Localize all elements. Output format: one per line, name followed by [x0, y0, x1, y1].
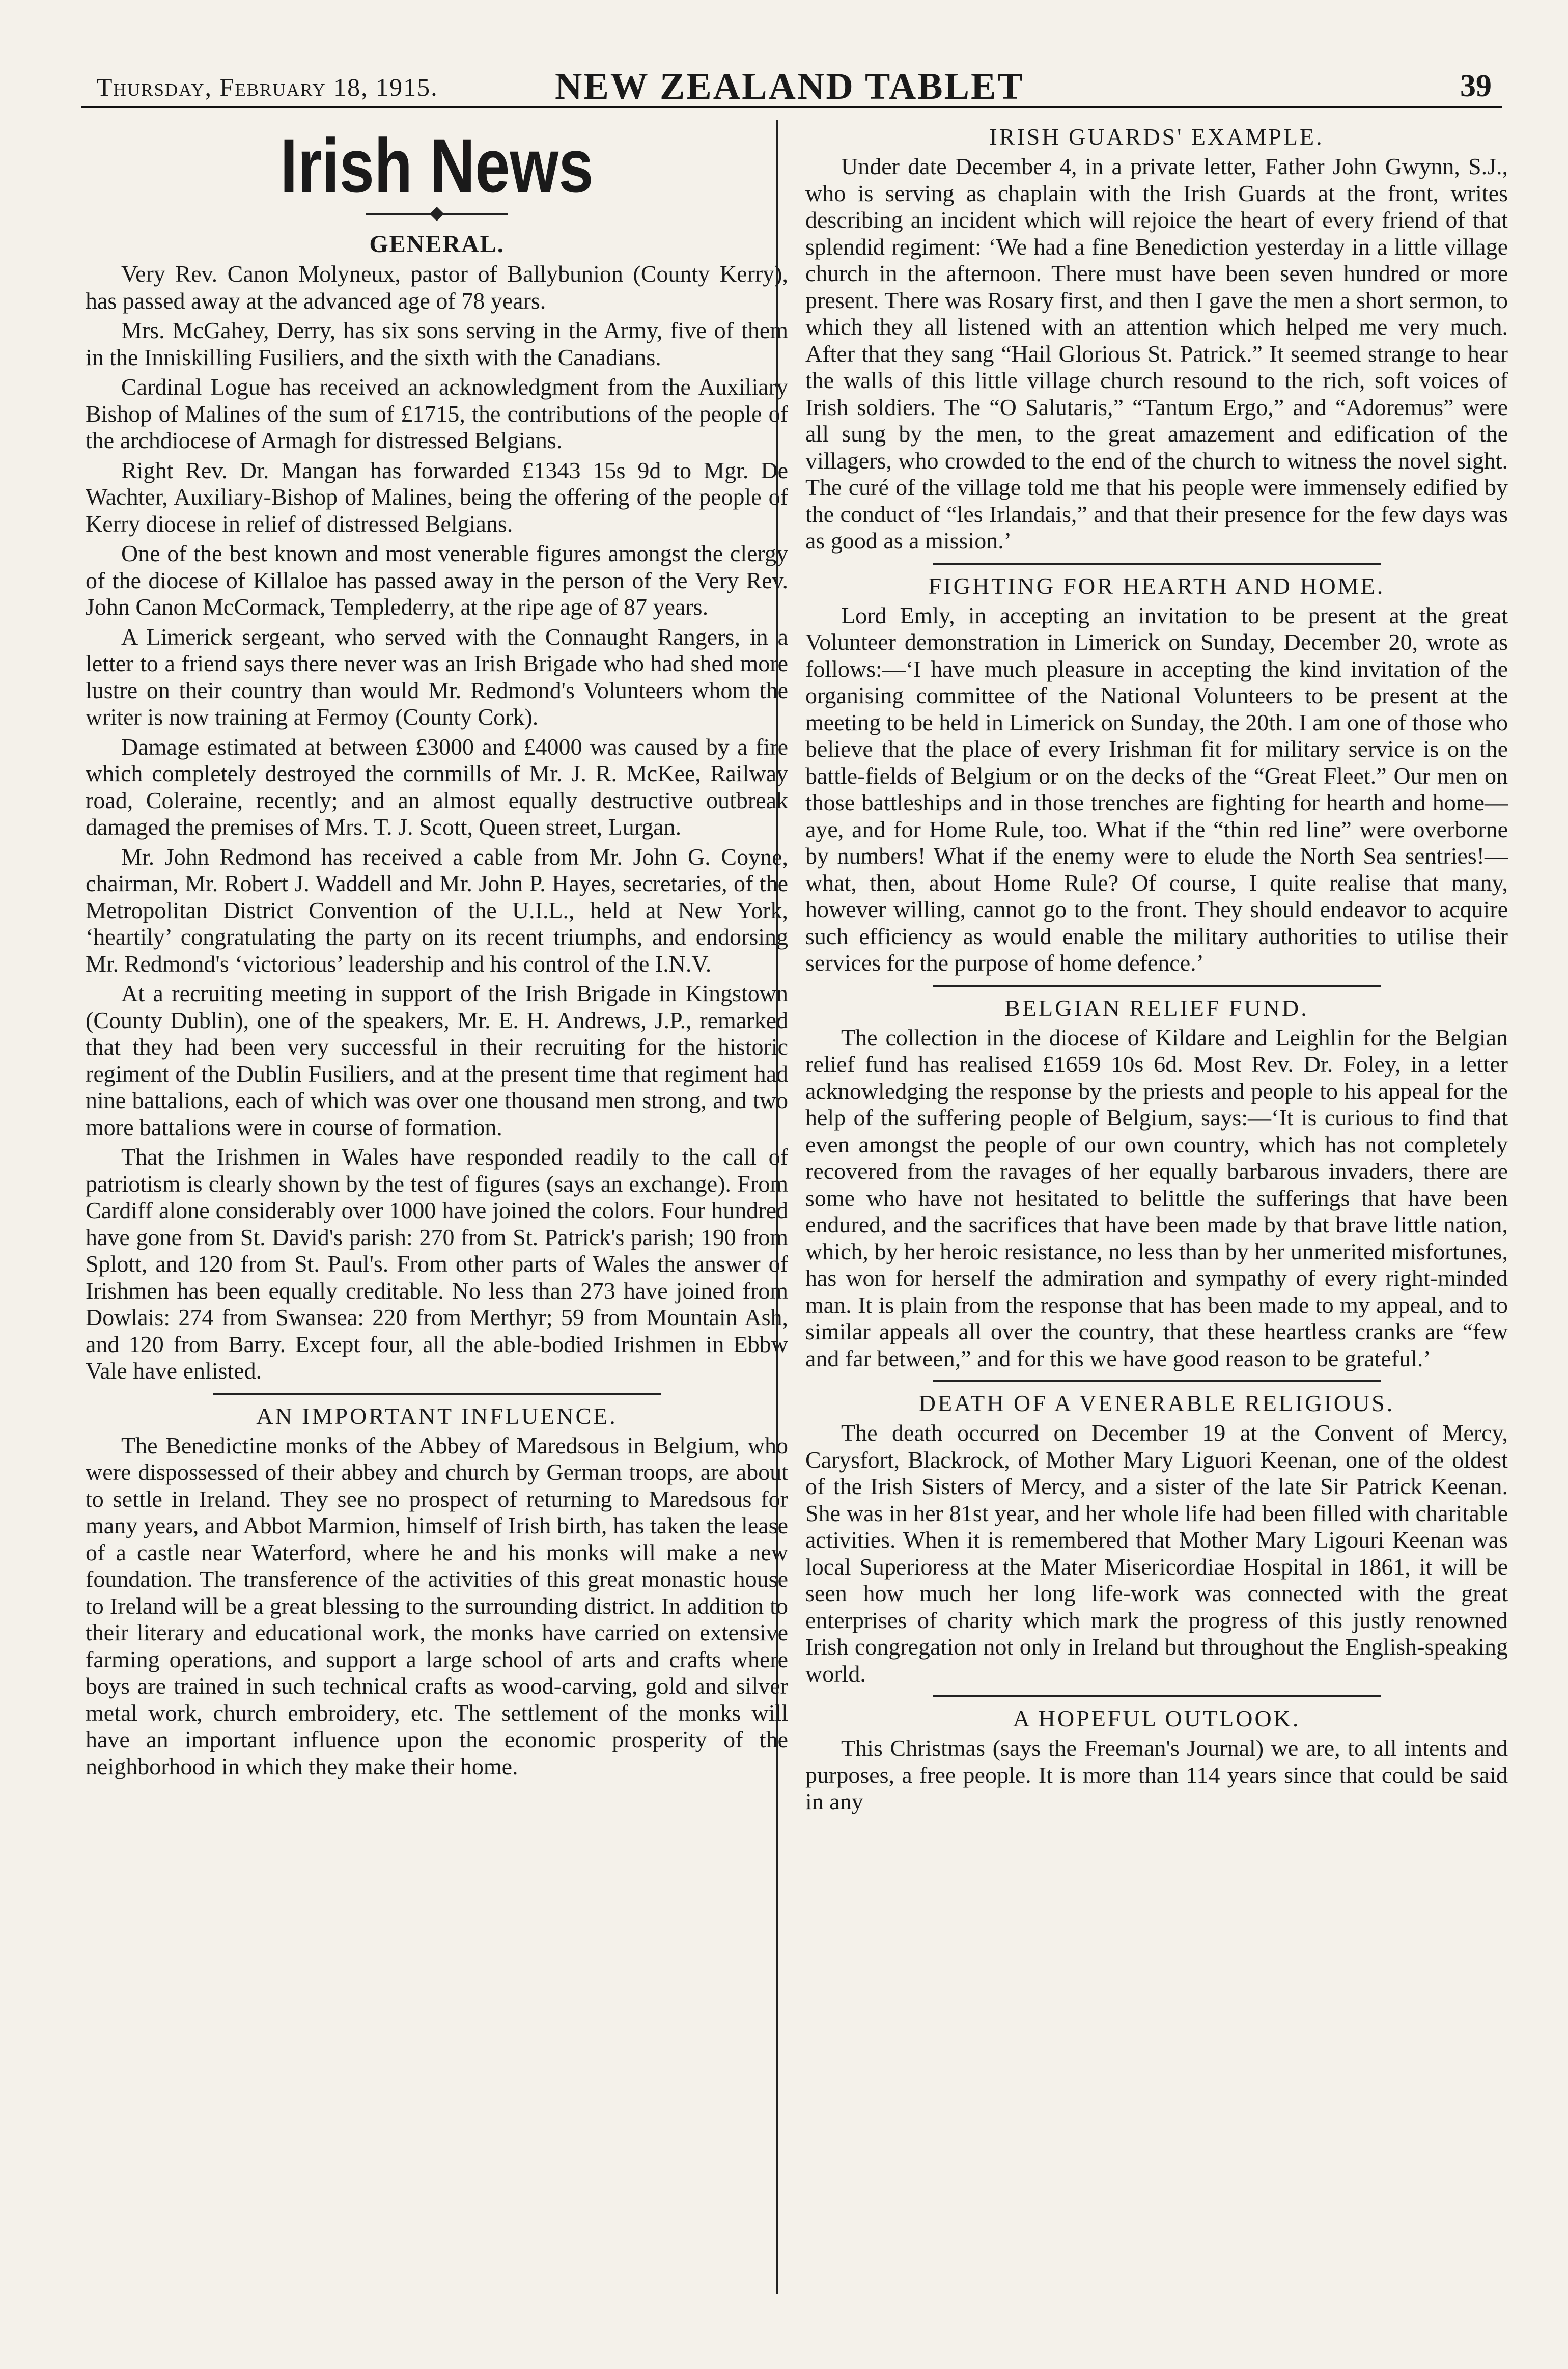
section-rule: [933, 985, 1381, 987]
guards-heading: IRISH GUARDS' EXAMPLE.: [989, 124, 1324, 150]
section-rule: [933, 1695, 1381, 1697]
article-paragraph: The Benedictine monks of the Abbey of Maredsous in Belgium, who were dispossessed of their abbey and church by German troops, are about to settle in Ireland. They see no prospect of returning to Maredsous for many years, and Abbot Marmion, himself of Irish birth, has taken the lease of a castle near Waterford, where he and his monks will make a new foundation. The transference of the activities of this great monastic house to Ireland will be a great blessing to the surrounding district. In addition to their literary and educational work, the monks have carried on extensive farming operations, and support a large school of arts and crafts where boys are trained in such technical crafts as wood-carving, gold and silver metal work, church embroidery, etc. The settlement of the monks will have an important influence upon the economic prosperity of the neighborhood in which they make their home.: [86, 1432, 788, 1779]
section-rule: [213, 1393, 661, 1395]
article-paragraph: This Christmas (says the Freeman's Journal) we are, to all intents and purposes, a free people. It is more than 114 years since that could be said in any: [805, 1735, 1508, 1814]
article-paragraph: At a recruiting meeting in support of the Irish Brigade in Kingstown (County Dublin), one of the speakers, Mr. E. H. Andrews, J.P., remarked that they had been very successful in their recruiting for the historic regiment of the Dublin Fusiliers, and at the present time that regiment had nine battalions, each of which was over one thousand men strong, and two more battalions were in course of formation.: [86, 980, 788, 1140]
right-column: [805, 120, 1508, 1819]
article-paragraph: Right Rev. Dr. Mangan has forwarded £1343 15s 9d to Mgr. De Wachter, Auxiliary-Bishop of Malines, being the offering of the people of Kerry diocese in relief of distressed Belgians.: [86, 457, 788, 537]
article-paragraph: Cardinal Logue has received an acknowledgment from the Auxiliary Bishop of Malines of the sum of £1715, the contributions of the people of the archdiocese of Armagh for distressed Belgians.: [86, 374, 788, 453]
page-header: [81, 65, 1502, 108]
influence-heading: AN IMPORTANT INFLUENCE.: [256, 1402, 618, 1429]
section-rule: [933, 563, 1381, 565]
hearth-heading: FIGHTING FOR HEARTH AND HOME.: [928, 572, 1385, 599]
article-paragraph: Very Rev. Canon Molyneux, pastor of Ballybunion (County Kerry), has passed away at the advanced age of 78 years.: [86, 261, 788, 314]
article-paragraph: The collection in the diocese of Kildare and Leighlin for the Belgian relief fund has realised £1659 10s 6d. Most Rev. Dr. Foley, in a letter acknowledging the response by the priests and people to his appeal for the help of the suffering people of Belgium, says:—‘It is curious to find that even amongst the people of our own country, which has not completely recovered from the ravages of her equally barbarous invaders, there are some who have not hesitated to belittle the sufferings that have been endured, and the sacrifices that have been made by that brave little nation, which, by her heroic resistance, no less than by her unmerited misfortunes, has won for herself the admiration and sympathy of every right-minded man. It is plain from the response that has been made to my appeal, and to similar appeals all over the country, that these heartless cranks are “few and far between,” and for this we have good reason to be grateful.’: [805, 1024, 1508, 1371]
belgian-heading: BELGIAN RELIEF FUND.: [1004, 995, 1309, 1021]
article-paragraph: Damage estimated at between £3000 and £4000 was caused by a fire which completely destroyed the cornmills of Mr. J. R. McKee, Railway road, Coleraine, recently; and an almost equally destructive outbreak damaged the premises of Mrs. T. J. Scott, Queen street, Lurgan.: [86, 733, 788, 840]
death-heading: DEATH OF A VENERABLE RELIGIOUS.: [918, 1390, 1395, 1416]
article-paragraph: The death occurred on December 19 at the Convent of Mercy, Carysfort, Blackrock, of Mother Mary Liguori Keenan, one of the oldest of the Irish Sisters of Mercy, and a sister of the late Sir Patrick Keenan. She was in her 81st year, and her whole life had been filled with charitable activities. When it is remembered that Mother Mary Ligouri Keenan was local Superioress at the Mater Misericordiae Hospital in 1861, it will be seen how much her long life-work was connected with the great enterprises of charity which mark the progress of this justly renowned Irish congregation not only in Ireland but throughout the English-speaking world.: [805, 1420, 1508, 1687]
article-paragraph: Lord Emly, in accepting an invitation to be present at the great Volunteer demonstration in Limerick on Sunday, December 20, wrote as follows:—‘I have much pleasure in accepting the kind invitation of the organising committee of the National Volunteers to be present at the meeting to be held in Limerick on Sunday, the 20th. I am one of those who believe that the place of every Irishman fit for military service is on the battle-fields of Belgium or on the decks of the “Great Fleet.” Our men on those battleships and in those trenches are fighting for hearth and home—aye, and for Home Rule, too. What if the “thin red line” were overborne by numbers! What if the enemy were to elude the North Sea sentries!—what, then, about Home Rule? Of course, I quite realise that many, however willing, cannot go to the front. They should endeavor to acquire such efficiency as would enable the military authorities to utilise their services for the purpose of home defence.’: [805, 602, 1508, 976]
title-ornament: [366, 213, 508, 215]
left-column: [86, 120, 788, 1783]
article-paragraph: Under date December 4, in a private letter, Father John Gwynn, S.J., who is serving as chaplain with the Irish Guards at the front, writes describing an incident which will rejoice the heart of every friend of that splendid regiment: ‘We had a fine Benediction yesterday in a little village church in the afternoon. There must have been seven hundred or more present. There was Rosary first, and then I gave the men a short sermon, to which they all listened with an attention which helped me very much. After that they sang “Hail Glorious St. Patrick.” It seemed strange to hear the walls of this little village church resound to the rich, soft voices of Irish soldiers. The “O Salutaris,” “Tantum Ergo,” and “Adoremus” were all sung by the men, to the great amazement and edification of the villagers, who crowded to the end of the church to witness the novel sight. The curé of the village told me that his people were immensely edified by the conduct of “les Irlandais,” and that their presence for the few days was as good as a mission.’: [805, 153, 1508, 554]
article-paragraph: Mr. John Redmond has received a cable from Mr. John G. Coyne, chairman, Mr. Robert J. Waddell and Mr. John P. Hayes, secretaries, of the Metropolitan District Convention of the U.I.L., held at New York, ‘heartily’ congratulating the party on its recent triumphs, and endorsing Mr. Redmond's ‘victorious’ leadership and his control of the I.N.V.: [86, 843, 788, 977]
masthead: NEW ZEALAND TABLET: [555, 66, 1024, 107]
issue-date: Thursday, February 18, 1915.: [97, 73, 438, 101]
section-rule: [933, 1380, 1381, 1382]
article-paragraph: Mrs. McGahey, Derry, has six sons serving in the Army, five of them in the Inniskilling Fusiliers, and the sixth with the Canadians.: [86, 317, 788, 370]
page-number: 39: [1460, 69, 1492, 103]
general-heading: GENERAL.: [369, 231, 505, 258]
article-paragraph: A Limerick sergeant, who served with the Connaught Rangers, in a letter to a friend says there never was an Irish Brigade who had shed more lustre on their country than would Mr. Redmond's Volunteers whom the writer is now training at Fermoy (County Cork).: [86, 623, 788, 730]
article-paragraph: One of the best known and most venerable figures amongst the clergy of the diocese of Killaloe has passed away in the person of the Very Rev. John Canon McCormack, Templederry, at the ripe age of 87 years.: [86, 540, 788, 620]
outlook-heading: A HOPEFUL OUTLOOK.: [1013, 1705, 1301, 1731]
article-paragraph: That the Irishmen in Wales have responded readily to the call of patriotism is clearly shown by the test of figures (says an exchange). From Cardiff alone considerably over 1000 have joined the colors. Four hundred have gone from St. David's parish: 270 from St. Patrick's parish; 190 from Splott, and 120 from St. Paul's. From other parts of Wales the answer of Irishmen has been equally creditable. No less than 273 have joined from Dowlais: 274 from Swansea: 220 from Merthyr; 59 from Mountain Ash, and 120 from Barry. Except four, all the able-bodied Irishmen in Ebbw Vale have enlisted.: [86, 1144, 788, 1384]
page-title: Irish News: [280, 123, 594, 208]
